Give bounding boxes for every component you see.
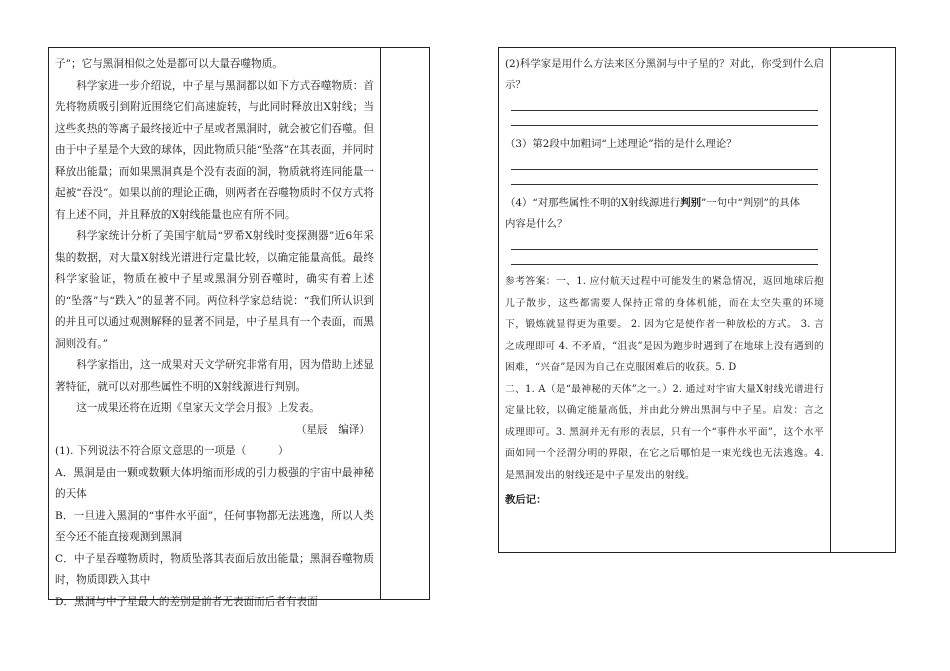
answer-line bbox=[511, 249, 818, 250]
answer-line bbox=[511, 264, 818, 265]
left-content-column bbox=[49, 48, 380, 613]
right-content-column bbox=[499, 48, 830, 511]
question-3: （3）第2段中加粗词“上述理论”指的是什么理论？ bbox=[505, 138, 737, 150]
right-page-table bbox=[498, 47, 896, 553]
passage-paragraph-2: 科学家统计分析了美国宇航局“罗希X射线时变探测器”近6年采集的数据，对大量X射线光谱进行定量比较，以确定能量高低。最终科学家验证，物质在被中子星或黑洞分别吞噬时，确实有着上述的“坠落”与“跌入”的显著不同。两位科学家总结说：“我们所认识到的并且可以通过观测解释的显著不同是，中子星具有一个表面，而黑洞则没有。” bbox=[55, 230, 374, 350]
question-4-bold-word: 判别 bbox=[680, 197, 701, 209]
question-4-part-a: （4）“对那些属性不明的X射线源进行 bbox=[505, 197, 681, 209]
question-2: (2)科学家是用什么方法来区分黑洞与中子星的？对此，你受到什么启示？ bbox=[505, 58, 824, 91]
option-d: D．黑洞与中子星最大的差别是前者无表面而后者有表面 bbox=[55, 595, 318, 608]
passage-paragraph-3: 科学家指出，这一成果对天文学研究非常有用，因为借助上述显著特征，就可以对那些属性不明的X射线源进行判别。 bbox=[55, 359, 374, 393]
question-4 bbox=[505, 193, 824, 214]
answer-line bbox=[511, 125, 818, 126]
left-page-table bbox=[48, 47, 430, 608]
passage-credit: （星辰 编译） bbox=[295, 423, 370, 436]
passage-paragraph-1: 科学家进一步介绍说，中子星与黑洞都以如下方式吞噬物质：首先将物质吸引到附近围绕它们高速旋转，与此同时释放出X射线；当这些炙热的等离子最终接近中子星或者黑洞时，就会被它们吞噬。但由于中子星是个大致的球体，因此物质只能“坠落”在其表面，并同时释放出能量；而如果黑洞真是个没有表面的洞，物质就将连同能量一起被“吞没”。如果以前的理论正确，则两者在吞噬物质时不仅方式将有上述不同，并且释放的X射线能量也应有所不同。 bbox=[55, 79, 374, 221]
answer-line bbox=[511, 184, 818, 185]
question-1: (1). 下列说法不符合原文意思的一项是（ ） bbox=[55, 445, 289, 457]
passage-paragraph-4: 这一成果还将在近期《皇家天文学会月报》上发表。 bbox=[76, 402, 320, 414]
option-a: A．黑洞是由一颗或数颗大体坍缩而形成的引力极强的宇宙中最神秘的天体 bbox=[55, 466, 374, 500]
answer-line bbox=[511, 169, 818, 170]
question-4-part-b: ”一句中“判别”的具体 bbox=[700, 197, 801, 209]
right-column-divider bbox=[830, 48, 831, 552]
left-column-divider bbox=[380, 48, 381, 599]
passage-paragraph-0: 子”；它与黑洞相似之处是都可以大量吞噬物质。 bbox=[55, 58, 283, 70]
answer-line bbox=[511, 110, 818, 111]
reference-answer-part-1: 参考答案：一、1. 应付航天过程中可能发生的紧急情况，返回地球后抱儿子散步，这些都需要人保持正常的身体机能，而在太空失重的环境下，锻炼就显得更为重要。 2. 因为它是使作者一种放松的方式。 3. 言之成理即可 4. 不矛盾，“沮丧”是因为跑步时遇到了在地球上没有遇到的困难，“兴奋”是因为自己在克服困难后的收获。5. D bbox=[505, 276, 824, 373]
reference-answer-part-2: 二、1. A（是“最神秘的天体”之一。）2. 通过对宇宙大量X射线光谱进行定量比较，以确定能量高低，并由此分辨出黑洞与中子星。启发：言之成理即可。3. 黑洞并无有形的表层，只有一个“事件水平面”，这个水平面如同一个泾渭分明的界限，在它之后哪怕是一束光线也无法逃逸。4. 是黑洞发出的射线还是中子星发出的射线。 bbox=[505, 383, 824, 481]
after-class-notes-label: 教后记： bbox=[505, 494, 547, 506]
option-b: B．一旦进入黑洞的“事件水平面”，任何事物都无法逃逸，所以人类至今还不能直接观测到黑洞 bbox=[55, 509, 374, 543]
option-c: C．中子星吞噬物质时，物质坠落其表面后放出能量；黑洞吞噬物质时，物质即跌入其中 bbox=[55, 552, 374, 586]
question-4-continued: 内容是什么？ bbox=[505, 218, 568, 230]
